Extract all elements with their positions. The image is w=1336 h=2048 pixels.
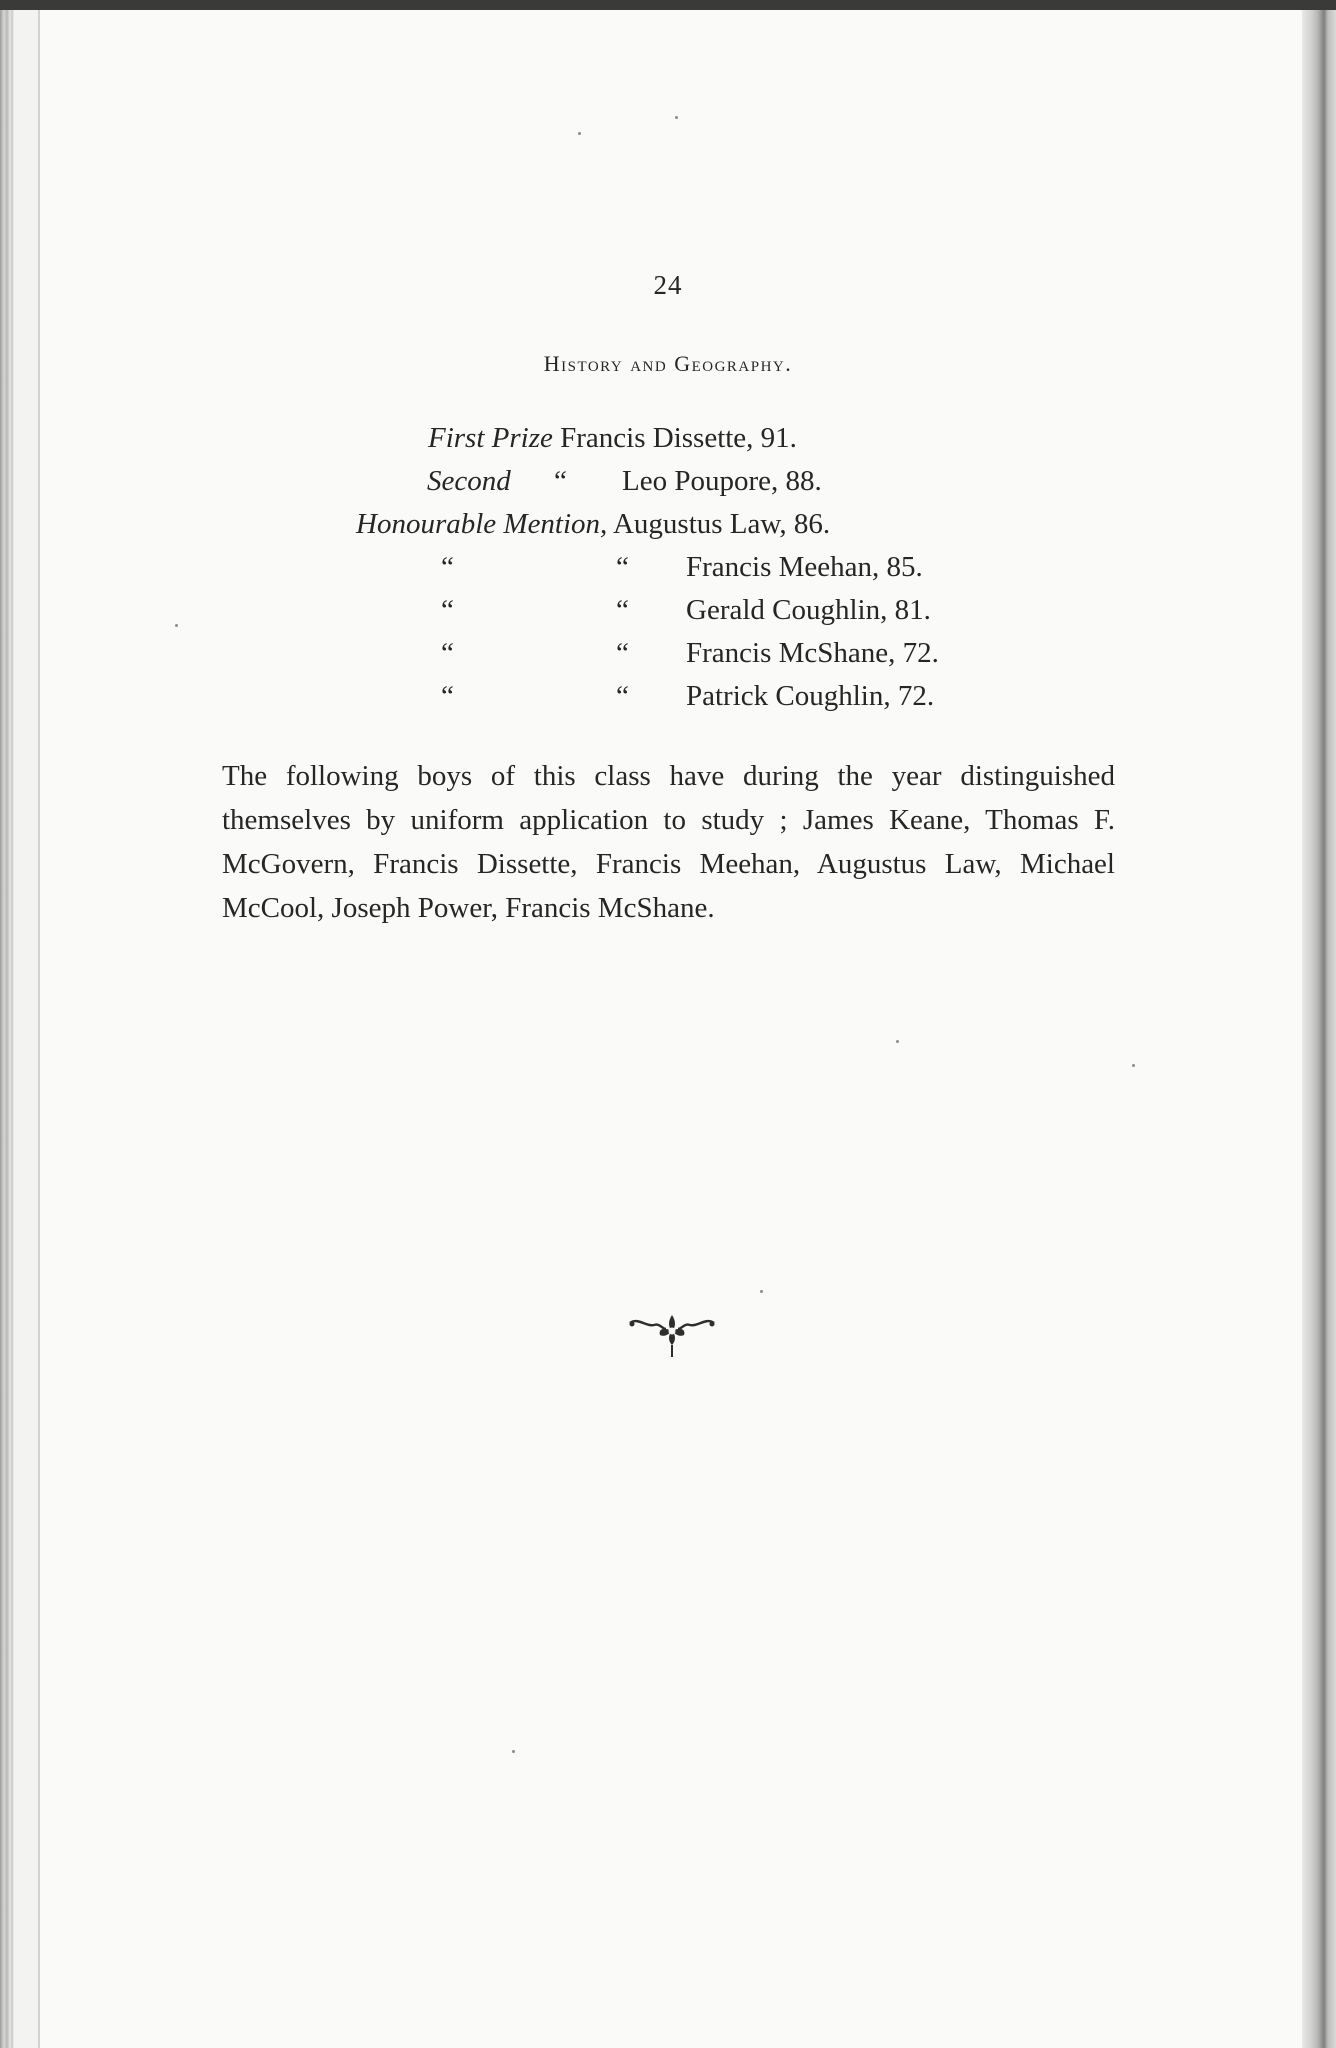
page-edge-line xyxy=(38,10,40,2048)
page-sheet xyxy=(40,10,1302,2048)
ditto-mark: “ xyxy=(441,594,454,626)
prize-row-first xyxy=(428,422,797,455)
prize-label: First Prize xyxy=(428,422,553,454)
prize-winner: Francis Dissette, 91. xyxy=(560,422,797,454)
paper-speck xyxy=(896,1040,899,1043)
ditto-mark: “ xyxy=(616,551,629,583)
scan-border-left xyxy=(0,10,14,2048)
paper-speck xyxy=(1132,1064,1135,1067)
ditto-mark: “ xyxy=(616,680,629,712)
ditto-mark: “ xyxy=(554,465,567,497)
prize-winner: Augustus Law, 86. xyxy=(612,508,831,540)
mention-name: Francis McShane, 72. xyxy=(686,637,939,669)
fleuron-icon xyxy=(624,1305,720,1361)
scan-border-top xyxy=(0,0,1336,10)
ditto-mark: “ xyxy=(616,594,629,626)
ditto-mark: “ xyxy=(441,551,454,583)
paper-speck xyxy=(675,116,678,119)
prize-row-second xyxy=(427,465,511,498)
ditto-mark: “ xyxy=(441,637,454,669)
ditto-mark: “ xyxy=(441,680,454,712)
prize-label: Second xyxy=(427,465,511,497)
paper-speck xyxy=(760,1290,763,1293)
mention-name: Francis Meehan, 85. xyxy=(686,551,923,583)
paper-speck xyxy=(578,132,581,135)
prize-winner: Leo Poupore, 88. xyxy=(622,465,822,497)
paper-speck xyxy=(512,1750,515,1753)
scan-border-right xyxy=(1302,10,1336,2048)
ditto-mark: “ xyxy=(616,637,629,669)
prize-row-mention xyxy=(356,508,830,541)
mention-name: Patrick Coughlin, 72. xyxy=(686,680,935,712)
body-paragraph: The following boys of this class have during the year distinguished themselves by uniform application to study ; James Keane, Thomas F. McGovern, Francis Dissette, Francis Meehan, Augustus Law, Michael McCool, Joseph Power, Francis McShane. xyxy=(222,760,1115,924)
section-heading: History and Geography. xyxy=(543,351,793,376)
prize-label: Honourable Mention, xyxy=(356,508,608,540)
page-number: 24 xyxy=(653,270,683,300)
mention-name: Gerald Coughlin, 81. xyxy=(686,594,931,626)
paper-speck xyxy=(175,624,178,627)
